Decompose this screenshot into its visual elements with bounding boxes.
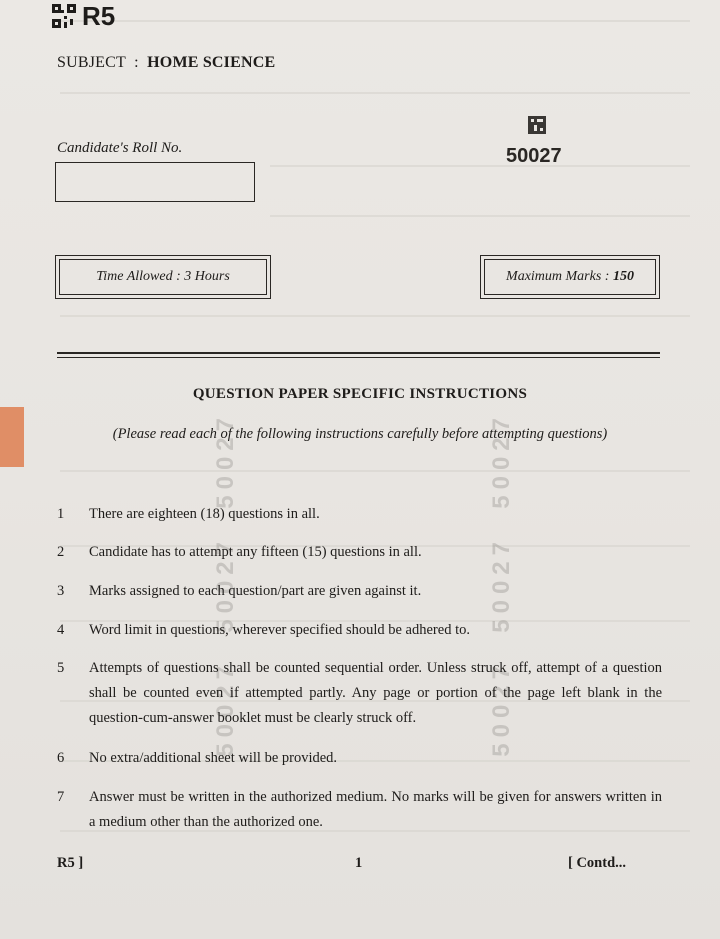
subject-value: HOME SCIENCE: [147, 54, 276, 71]
instruction-number: 3: [57, 583, 65, 599]
instructions-subheading: (Please read each of the following instructions carefully before attempting questions): [112, 426, 608, 442]
roll-number-box[interactable]: [55, 162, 255, 202]
instructions-heading: QUESTION PAPER SPECIFIC INSTRUCTIONS: [192, 386, 528, 402]
subject-label: SUBJECT: [57, 54, 126, 71]
instruction-text: Candidate has to attempt any fifteen (15) questions in all.: [89, 544, 422, 560]
subject-separator: :: [134, 54, 139, 71]
time-allowed-text: Time Allowed : 3 Hours: [96, 269, 230, 284]
candidate-roll-label: Candidate's Roll No.: [57, 140, 183, 156]
instruction-text: There are eighteen (18) questions in all.: [89, 506, 320, 522]
instruction-number: 1: [57, 506, 65, 522]
page-number: 1: [355, 855, 363, 871]
watermark-serial: 50027: [488, 536, 515, 633]
instruction-number: 2: [57, 544, 65, 560]
watermark-serial: 50027: [488, 660, 515, 757]
watermark-serial: 50027: [488, 412, 515, 509]
watermark-serial: 50027: [212, 660, 239, 757]
instruction-number: 4: [57, 622, 65, 638]
instruction-text: Answer must be written in the authorized medium. No marks will be given for answers written in a medium other than the authorized one.: [89, 789, 662, 830]
divider-thick: [57, 352, 660, 354]
instruction-text: Word limit in questions, wherever specified should be adhered to.: [89, 622, 470, 638]
instruction-number: 7: [57, 789, 65, 805]
divider-thin: [57, 357, 660, 358]
qr-code-icon: [52, 4, 76, 28]
instruction-text: No extra/additional sheet will be provided.: [89, 750, 338, 766]
subject-line: [57, 54, 275, 72]
maximum-marks-box: [480, 255, 660, 299]
continued-label: [ Contd...: [568, 855, 627, 871]
instruction-number: 6: [57, 750, 65, 766]
footer-paper-code: R5 ]: [57, 855, 84, 871]
instruction-text: Marks assigned to each question/part are given against it.: [89, 583, 422, 599]
paper-code: R5: [82, 1, 116, 31]
instruction-number: 5: [57, 660, 65, 676]
serial-number: 50027: [506, 145, 562, 167]
instruction-text: Attempts of questions shall be counted sequential order. Unless struck off, attempt of a question shall be counted even if attempted partly. Any page or portion of the page left blank in the question-cum-answer booklet must be clearly struck off.: [89, 660, 662, 726]
watermark-serial: 50027: [212, 536, 239, 633]
time-allowed-box: [55, 255, 271, 299]
maximum-marks-value: 150: [612, 269, 634, 284]
watermark-serial: 50027: [212, 412, 239, 509]
small-qr-code-icon: [528, 116, 546, 134]
maximum-marks-label: Maximum Marks :: [506, 269, 610, 284]
